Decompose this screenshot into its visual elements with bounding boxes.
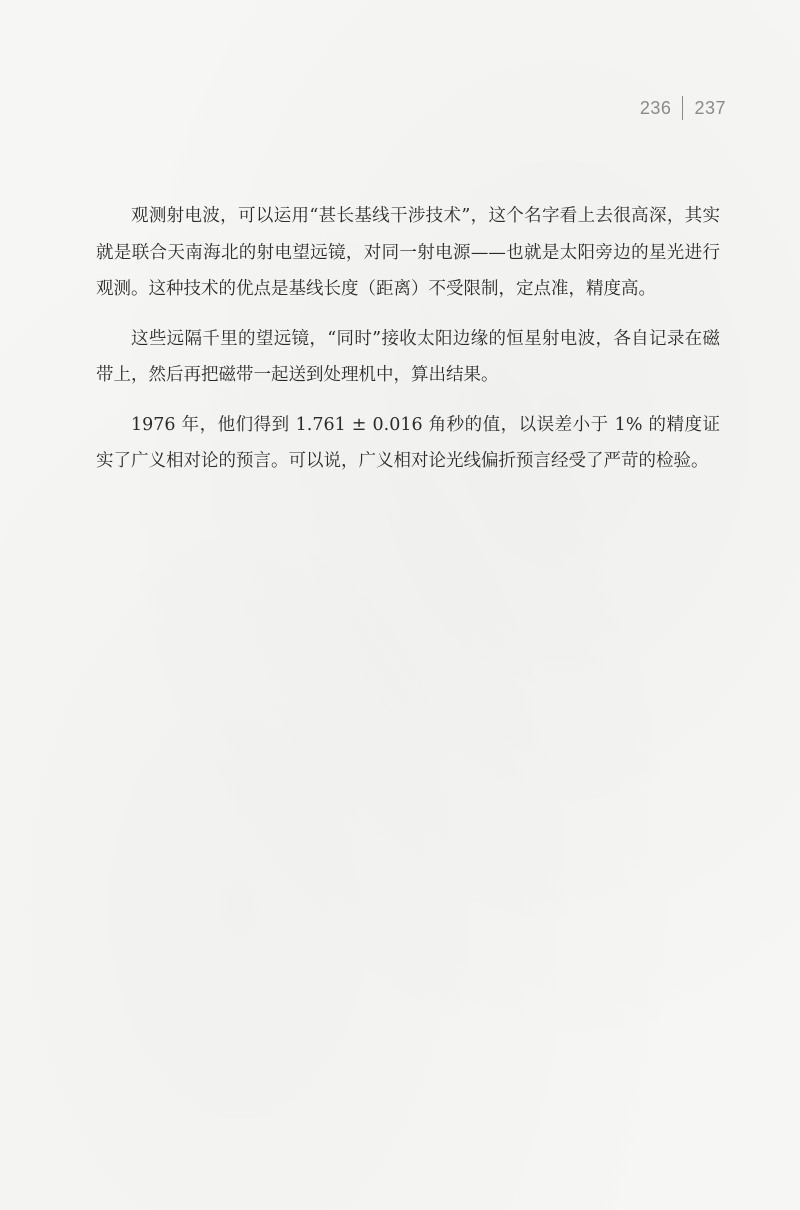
page-number-left: 236 <box>639 97 672 118</box>
body-text <box>96 198 720 493</box>
paragraph-result: 1976 年，他们得到 1.761 ± 0.016 角秒的值，以误差小于 1% 的精度证实了广义相对论的预言。可以说，广义相对论光线偏折预言经受了严苛的检验。 <box>96 414 720 471</box>
page-numbers <box>640 96 726 120</box>
paragraph-telescopes: 这些远隔千里的望远镜，“同时”接收太阳边缘的恒星射电波，各自记录在磁带上，然后再把磁带一起送到处理机中，算出结果。 <box>96 328 720 385</box>
page-number-right: 237 <box>694 97 726 118</box>
paragraph-vlbi: 观测射电波，可以运用“甚长基线干涉技术”，这个名字看上去很高深，其实就是联合天南海北的射电望远镜，对同一射电源——也就是太阳旁边的星光进行观测。这种技术的优点是基线长度（距离）不受限制，定点准，精度高。 <box>96 206 720 299</box>
page-number-divider <box>682 96 683 120</box>
